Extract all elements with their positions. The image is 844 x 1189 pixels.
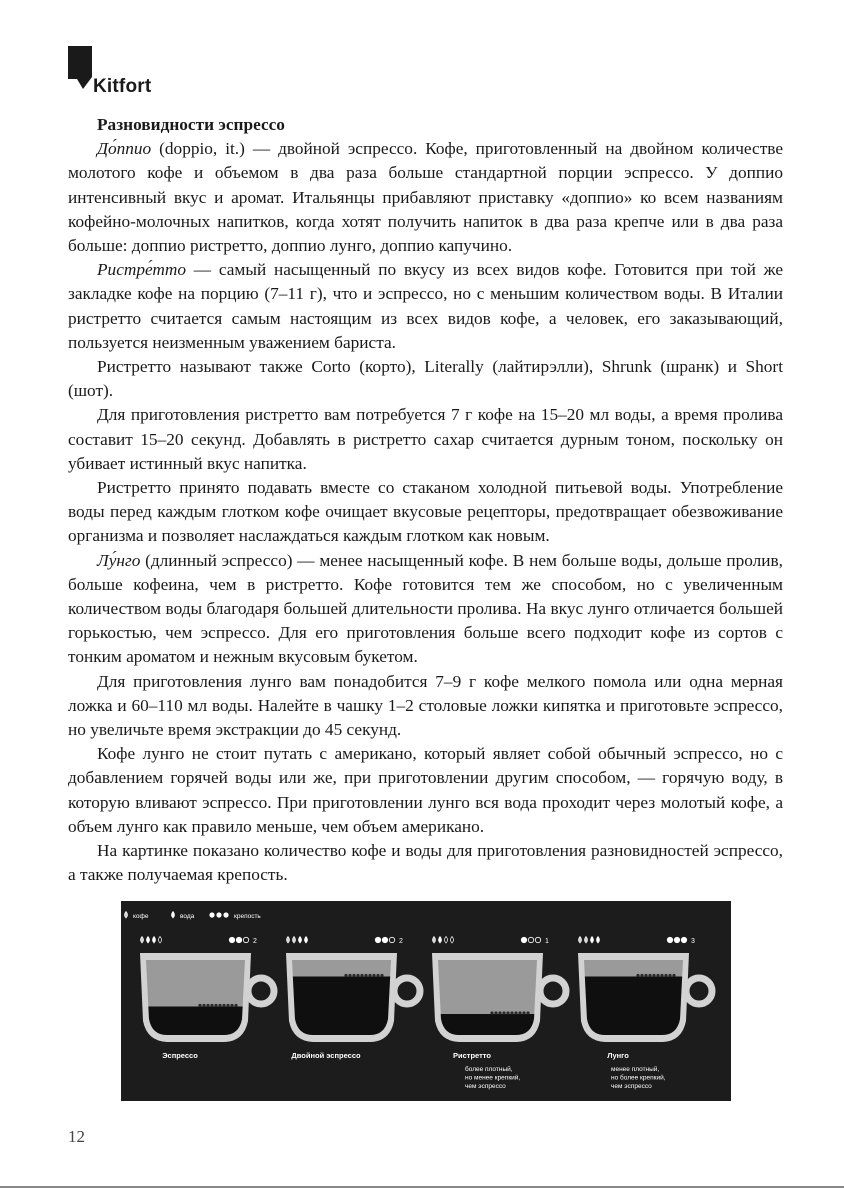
ingredient-drop-icon bbox=[153, 937, 156, 944]
section-title: Разновидности эспрессо bbox=[97, 115, 285, 134]
coffee-fill bbox=[578, 977, 690, 1036]
legend-water: вода bbox=[180, 913, 195, 920]
crema-bubble bbox=[502, 1011, 505, 1014]
paragraph bbox=[68, 355, 783, 403]
crema-bubble bbox=[360, 974, 363, 977]
brand-logo bbox=[68, 46, 208, 102]
crema-bubble bbox=[202, 1004, 205, 1007]
cup-note: более плотный, bbox=[465, 1066, 513, 1073]
legend-coffee: кофе bbox=[133, 913, 149, 920]
crema-bubble bbox=[672, 974, 675, 977]
strength-number: 1 bbox=[545, 938, 549, 945]
crema-bubble bbox=[230, 1004, 233, 1007]
strength-dot-icon bbox=[681, 937, 686, 942]
ingredient-drop-icon bbox=[439, 937, 442, 944]
crema-bubble bbox=[514, 1011, 517, 1014]
crema-bubble bbox=[506, 1011, 509, 1014]
crema-bubble bbox=[234, 1004, 237, 1007]
strength-number: 2 bbox=[253, 938, 257, 945]
ingredient-drop-icon bbox=[141, 937, 144, 944]
cup-note: но менее крепкий, bbox=[465, 1074, 521, 1082]
ingredient-drop-icon bbox=[591, 937, 594, 944]
coffee-fill bbox=[286, 977, 398, 1036]
coffee-comparison-figure bbox=[121, 901, 731, 1101]
cup-name: Двойной эспрессо bbox=[291, 1051, 361, 1060]
ingredient-drop-icon bbox=[293, 937, 296, 944]
crema-bubble bbox=[494, 1011, 497, 1014]
ingredient-drop-icon bbox=[287, 937, 290, 944]
brand-name: Kitfort bbox=[93, 76, 152, 97]
crema-bubble bbox=[198, 1004, 201, 1007]
paragraphs bbox=[68, 137, 783, 887]
crema-bubble bbox=[222, 1004, 225, 1007]
crema-bubble bbox=[644, 974, 647, 977]
crema-bubble bbox=[348, 974, 351, 977]
paragraph-text: — самый насыщенный по вкусу из всех видов кофе. Готовится при той же закладке кофе на порцию (7–11 г), что и эспрессо, но с меньшим количеством воды. В Италии ристретто считается самым настоящим из всех видов кофе, а человек, его заказывающий, пользуется неизменным уважением бариста. bbox=[68, 260, 783, 352]
crema-bubble bbox=[652, 974, 655, 977]
crema-bubble bbox=[648, 974, 651, 977]
strength-dot-icon bbox=[667, 937, 672, 942]
cup-note: но более крепкий, bbox=[611, 1074, 666, 1082]
ingredient-drop-icon bbox=[433, 937, 436, 944]
crema-bubble bbox=[218, 1004, 221, 1007]
paragraph-text: (длинный эспрессо) — менее насыщенный кофе. В нем больше воды, дольше пролив, больше кофеина, чем в ристретто. Кофе готовится тем же способом, но с увеличенным количеством воды благодаря большей длительности пролива. На вкус лунго отличается большей горькостью, чем эспрессо. Для его приготовления больше всего подходит кофе из сортов с тонким ароматом и нежным вкусовым букетом. bbox=[68, 550, 783, 667]
paragraph bbox=[68, 403, 783, 476]
ingredient-drop-icon bbox=[299, 937, 302, 944]
strength-number: 2 bbox=[399, 938, 403, 945]
strength-dot-icon bbox=[674, 937, 679, 942]
strength-dot-icon bbox=[382, 937, 387, 942]
crema-bubble bbox=[636, 974, 639, 977]
strength-dot-icon bbox=[521, 937, 526, 942]
crema-bubble bbox=[206, 1004, 209, 1007]
crema-bubble bbox=[660, 974, 663, 977]
crema-bubble bbox=[526, 1011, 529, 1014]
crema-bubble bbox=[380, 974, 383, 977]
crema-bubble bbox=[668, 974, 671, 977]
paragraph-text: Ристретто называют также Corto (корто), Literally (лайтирэлли), Shrunk (шранк) и Short (шот). bbox=[68, 357, 783, 401]
water-drop-icon bbox=[172, 912, 175, 919]
coffee-fill bbox=[140, 1007, 252, 1036]
ingredient-drop-icon bbox=[597, 937, 600, 944]
document-body bbox=[68, 113, 783, 888]
strength-dot-icon bbox=[236, 937, 241, 942]
paragraph bbox=[68, 137, 783, 258]
cup-name: Эспрессо bbox=[162, 1051, 198, 1060]
strength-dot-icon bbox=[216, 912, 221, 917]
crema-bubble bbox=[518, 1011, 521, 1014]
bottom-rule bbox=[0, 1186, 844, 1188]
paragraph bbox=[68, 742, 783, 839]
term: Ристре́тто bbox=[97, 260, 187, 280]
paragraph-text: На картинке показано количество кофе и воды для приготовления разновидностей эспрессо, а также получаемая крепость. bbox=[68, 841, 783, 885]
cup-name: Лунго bbox=[607, 1051, 629, 1060]
kitfort-logo-icon bbox=[68, 46, 92, 92]
strength-dot-icon bbox=[375, 937, 380, 942]
crema-bubble bbox=[510, 1011, 513, 1014]
ingredient-drop-icon bbox=[579, 937, 582, 944]
strength-dot-icon bbox=[229, 937, 234, 942]
crema-bubble bbox=[344, 974, 347, 977]
paragraph bbox=[68, 670, 783, 743]
ingredient-drop-icon bbox=[585, 937, 588, 944]
crema-bubble bbox=[656, 974, 659, 977]
paragraph-text: Ристретто принято подавать вместе со стаканом холодной питьевой воды. Употребление воды перед каждым глотком кофе очищает вкусовые рецепторы, предотвращает обезвоживание организма и позволяет наслаждаться каждым глотком как новым. bbox=[68, 478, 783, 546]
crema-bubble bbox=[356, 974, 359, 977]
legend-strength: крепость bbox=[234, 913, 261, 920]
term: Лу́нго bbox=[97, 550, 141, 570]
crema-bubble bbox=[498, 1011, 501, 1014]
paragraph-text: Для приготовления лунго вам понадобится 7–9 г кофе мелкого помола или одна мерная ложка и 60–110 мл воды. Налейте в чашку 1–2 столовые ложки кипятка и приготовьте эспрессо, но увеличьте время экстракции до 45 секунд. bbox=[68, 671, 783, 740]
crema-bubble bbox=[522, 1011, 525, 1014]
cup-name: Ристретто bbox=[453, 1051, 491, 1060]
strength-dot-icon bbox=[209, 912, 214, 917]
paragraph-text: Для приготовления ристретто вам потребуется 7 г кофе на 15–20 мл воды, а время пролива составит 15–20 секунд. Добавлять в ристретто сахар считается дурным тоном, поскольку он убивает истинный вкус напитка. bbox=[68, 405, 783, 473]
paragraph bbox=[68, 476, 783, 549]
cup-note: менее плотный, bbox=[611, 1066, 660, 1073]
crema-bubble bbox=[372, 974, 375, 977]
strength-number: 3 bbox=[691, 938, 695, 945]
paragraph bbox=[68, 258, 783, 355]
paragraph-text: (doppio, it.) — двойной эспрессо. Кофе, приготовленный на двойном количестве молотого кофе и объемом в два раза больше стандартной порции эспрессо. У доппио интенсивный вкус и аромат. Итальянцы прибавляют приставку «доппио» ко всем названиям кофейно-молочных напитков, когда хотят получить напиток в два раза крепче или в два раза больше: доппио ристретто, доппио лунго, доппио капучино. bbox=[68, 139, 783, 256]
ingredient-drop-icon bbox=[147, 937, 150, 944]
cup-note: чем эспрессо bbox=[611, 1083, 652, 1090]
cup-note: чем эспрессо bbox=[465, 1083, 506, 1090]
crema-bubble bbox=[376, 974, 379, 977]
page-number: 12 bbox=[68, 1127, 85, 1146]
crema-bubble bbox=[664, 974, 667, 977]
paragraph bbox=[68, 549, 783, 670]
crema-bubble bbox=[368, 974, 371, 977]
crema-bubble bbox=[226, 1004, 229, 1007]
crema-bubble bbox=[210, 1004, 213, 1007]
strength-dot-icon bbox=[223, 912, 228, 917]
crema-bubble bbox=[364, 974, 367, 977]
paragraph-text: Кофе лунго не стоит путать с американо, который являет собой обычный эспрессо, но с добавлением горячей воды или же, при приготовлении другим способом, — горячую воду, в которую вливают эспрессо. При приготовлении лунго вся вода проходит через молотый кофе, а объем лунго как правило меньше, чем объем американо. bbox=[68, 744, 783, 836]
crema-bubble bbox=[214, 1004, 217, 1007]
crema-bubble bbox=[490, 1011, 493, 1014]
paragraph bbox=[68, 839, 783, 887]
term: До́ппио bbox=[97, 139, 152, 159]
crema-bubble bbox=[640, 974, 643, 977]
coffee-drop-icon bbox=[125, 912, 128, 919]
ingredient-drop-icon bbox=[305, 937, 308, 944]
crema-bubble bbox=[352, 974, 355, 977]
